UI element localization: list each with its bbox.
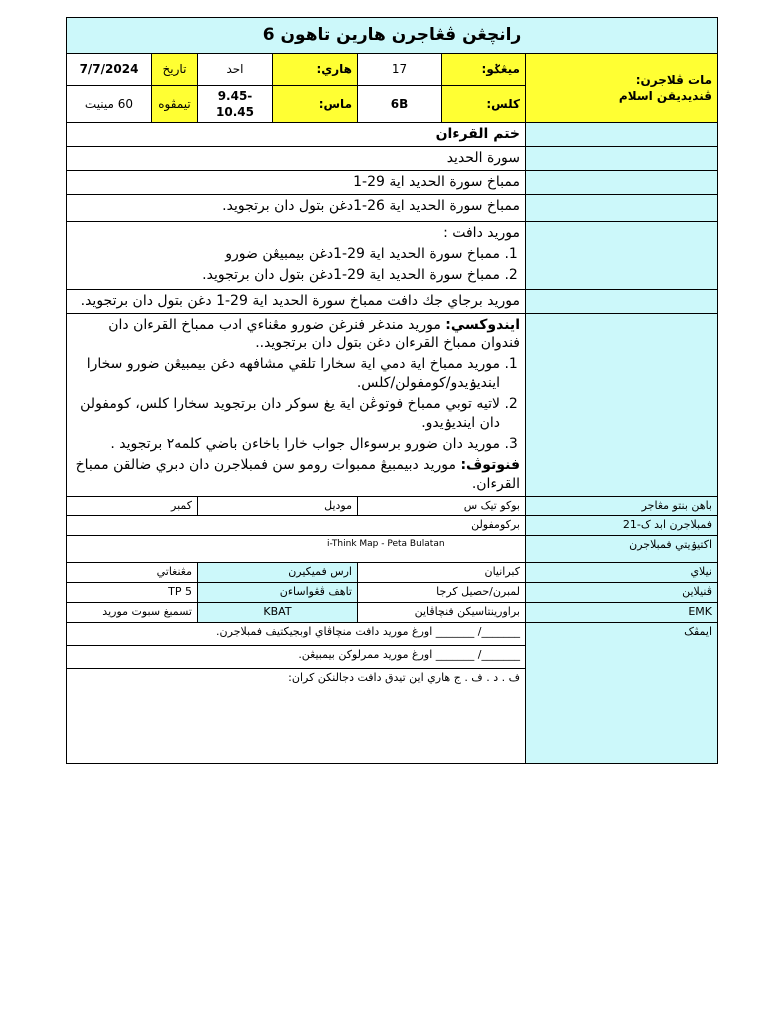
day-label: هاري: — [273, 53, 358, 85]
content-standard: ممباخ سورة الحديد اية 29-1 — [67, 171, 526, 195]
closure-label: فنوتوڤ: — [460, 456, 520, 473]
duration-label: تيمڤوه — [152, 85, 198, 122]
activities-section — [67, 313, 526, 496]
date-value: 7/7/2024 — [67, 53, 152, 85]
induction-label: ايندوكسي: — [445, 316, 520, 333]
week-label: ميڠݢو: — [442, 53, 526, 85]
objective-side-cell — [526, 221, 718, 289]
emk-item: تسمبغ سبوت موريد — [67, 602, 198, 622]
objective-heading: موريد دافت : — [443, 224, 520, 241]
pak21-value: برکومفولن — [67, 516, 526, 536]
activity-item: 3. موريد دان ضورو برسوءال جواب خارا باخاءن باضي كلمه٢ برتجويد . — [72, 435, 500, 454]
sk-side-cell — [526, 171, 718, 195]
pak21-label: فمبلاجرن ابد ک-21 — [526, 516, 718, 536]
topic: ختم القرءان — [67, 123, 526, 147]
surah-side-cell — [526, 147, 718, 171]
page-title: رانچڠن ڤڠاجرن هارين تاهون 6 — [67, 18, 718, 54]
objective-list — [72, 245, 520, 285]
day-value: احد — [198, 53, 273, 85]
teaching-aid-item: کمبر — [67, 496, 198, 516]
subject-cell — [526, 53, 718, 122]
subject-value: ڤنديديقن اسلام — [618, 89, 712, 104]
activity-item: 1. موريد ممباخ اية دمي اية سخارا تلقي مشافهه دغن بيمبيڠن ضورو سخارا اينديۏيدو/كومفولن/كلس. — [72, 355, 500, 393]
duration-value: 60 مينيت — [67, 85, 152, 122]
success-criteria: موريد برجاي جك دافت ممباخ سورة الحديد اية 29-1 دغن بتول دان برتجويد. — [67, 289, 526, 313]
activity-list — [72, 355, 520, 453]
learning-standard: ممباخ سورة الحديد اية 26-1دغن بتول دان برتجويد. — [67, 194, 526, 221]
activity-item: 2. لاتيه توبي ممباخ فوتوڠن اية يغ سوكر دان برتجويد سخارا كلس، كومفولن دان اينديۏيدو. — [72, 395, 500, 433]
class-value: 6B — [358, 85, 442, 122]
closure-text: موريد دبيمبيڠ ممبوات رومو سن فمبلاجرن دان دبري ضالقن ممباخ القرءان. — [75, 456, 520, 492]
objective-item: 1. ممباخ سورة الحديد اية 29-1دغن بيمبيڠن ضورو — [72, 245, 500, 264]
objectives-section — [67, 221, 526, 289]
reflection-line: ف . د . ف . ج هاري اين تيدق دافت دجالنکن کران: — [67, 668, 526, 763]
induction-text: موريد مندغر فنرغن ضورو مڠناءي ادب ممباخ القرءان دان فندوان ممباخ القرءان دغن بتول دان برتجويد.. — [108, 316, 520, 352]
teaching-aid-item: موديل — [198, 496, 358, 516]
surah: سورة الحديد — [67, 147, 526, 171]
emk-label: EMK — [526, 602, 718, 622]
values-item: مڠنغاتي — [67, 563, 198, 583]
sp-side-cell — [526, 194, 718, 221]
reflection-line: _______/ _______ اورغ موريد ممرلوکن بيمبيڠن. — [67, 645, 526, 668]
topic-side-cell — [526, 123, 718, 147]
subject-label: مات ڤلاجرن: — [635, 72, 712, 87]
time-label: ماس: — [273, 85, 358, 122]
assessment-item: تاهف ڤڠواساءن — [198, 583, 358, 603]
time-value: 9.45-10.45 — [198, 85, 273, 122]
values-label: نيلاي — [526, 563, 718, 583]
week-value: 17 — [358, 53, 442, 85]
values-item: ارس فميکيرن — [198, 563, 358, 583]
teaching-aid-item: بوکو تيک س — [358, 496, 526, 516]
thinking-tool-label: اکتيۏيتي فمبلاجرن — [526, 536, 718, 563]
thinking-tool-value: i-Think Map - Peta Bulatan — [67, 536, 526, 563]
lesson-plan-document — [67, 17, 718, 764]
assessment-label: ڤنيلاين — [526, 583, 718, 603]
success-side-cell — [526, 289, 718, 313]
class-label: كلس: — [442, 85, 526, 122]
activity-side-cell — [526, 313, 718, 496]
values-item: کبرانيان — [358, 563, 526, 583]
teaching-aids-label: باهن بنتو مڠاجر — [526, 496, 718, 516]
emk-item: KBAT — [198, 602, 358, 622]
objective-item: 2. ممباخ سورة الحديد اية 29-1دغن بتول دان برتجويد. — [72, 266, 500, 285]
reflection-label: ايمڤک — [526, 622, 718, 763]
assessment-item: لمبرن/حصيل كرجا — [358, 583, 526, 603]
assessment-item: TP 5 — [67, 583, 198, 603]
lesson-plan-table — [66, 17, 718, 764]
emk-item: براورينتاسيکن فنچاڤاين — [358, 602, 526, 622]
reflection-line: _______/ _______ اورغ موريد دافت منچاڤاي اوبجيکتيف فمبلاجرن. — [67, 622, 526, 645]
date-label: تاريخ — [152, 53, 198, 85]
